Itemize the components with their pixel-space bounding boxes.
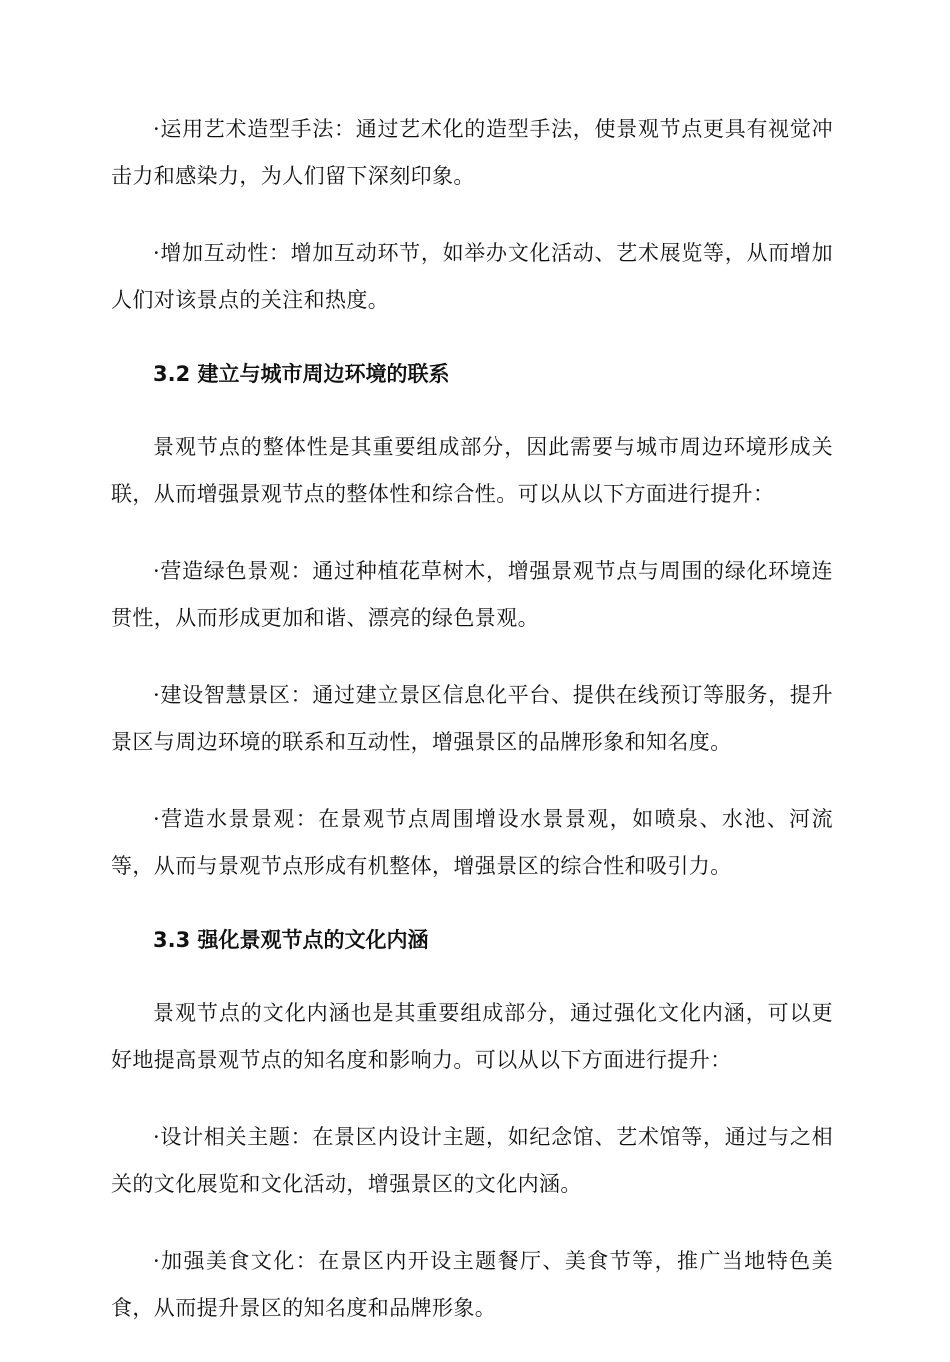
section-heading-3-3: 3.3 强化景观节点的文化内涵: [153, 928, 429, 952]
paragraph-cultural-connotation: 景观节点的文化内涵也是其重要组成部分，通过强化文化内涵，可以更好地提高景观节点的知名度和影响力。可以从以下方面进行提升：: [111, 1001, 833, 1072]
bullet-water-landscape: ·营造水景景观：在景观节点周围增设水景景观，如喷泉、水池、河流等，从而与景观节点形成有机整体，增强景区的综合性和吸引力。: [111, 807, 833, 878]
paragraph-integrity: 景观节点的整体性是其重要组成部分，因此需要与城市周边环境形成关联，从而增强景观节点的整体性和综合性。可以从以下方面进行提升：: [111, 435, 833, 506]
section-heading-3-2: 3.2 建立与城市周边环境的联系: [153, 362, 450, 386]
bullet-food-culture: ·加强美食文化：在景区内开设主题餐厅、美食节等，推广当地特色美食，从而提升景区的知名度和品牌形象。: [111, 1249, 833, 1320]
bullet-art-modeling: ·运用艺术造型手法：通过艺术化的造型手法，使景观节点更具有视觉冲击力和感染力，为人们留下深刻印象。: [111, 117, 833, 188]
bullet-related-themes: ·设计相关主题：在景区内设计主题，如纪念馆、艺术馆等，通过与之相关的文化展览和文化活动，增强景区的文化内涵。: [111, 1125, 833, 1196]
bullet-smart-scenic-area: ·建设智慧景区：通过建立景区信息化平台、提供在线预订等服务，提升景区与周边环境的联系和互动性，增强景区的品牌形象和知名度。: [111, 683, 833, 754]
document-page: [111, 106, 833, 1362]
bullet-interactivity: ·增加互动性：增加互动环节，如举办文化活动、艺术展览等，从而增加人们对该景点的关注和热度。: [111, 241, 833, 312]
bullet-green-landscape: ·营造绿色景观：通过种植花草树木，增强景观节点与周围的绿化环境连贯性，从而形成更加和谐、漂亮的绿色景观。: [111, 559, 833, 630]
